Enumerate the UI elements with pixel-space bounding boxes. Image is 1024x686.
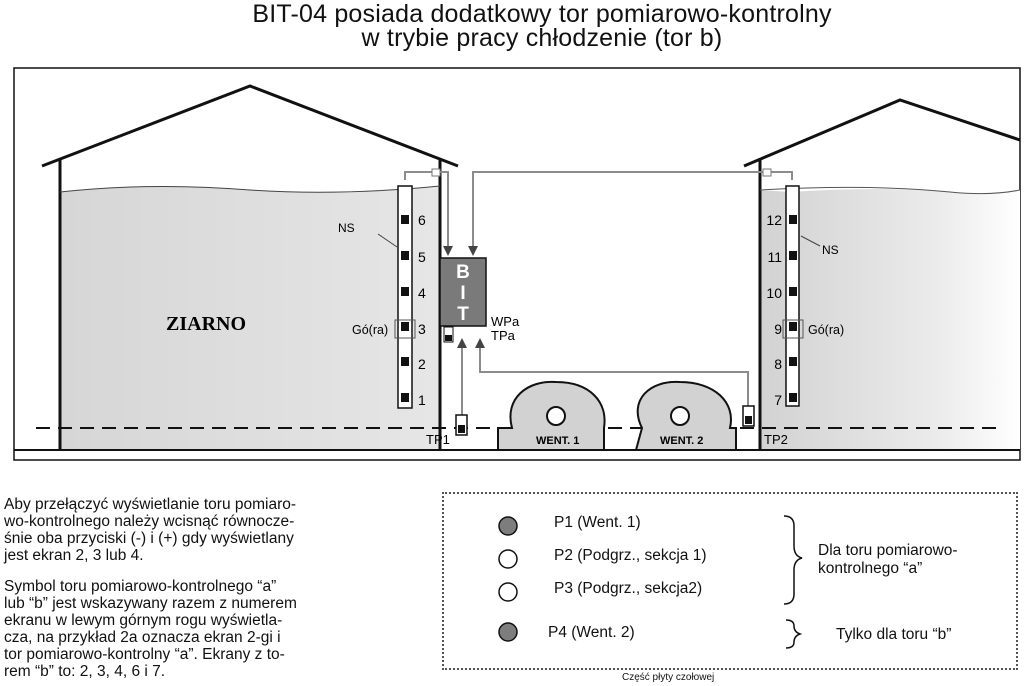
group-a-brace [784,516,802,604]
para1-line: śnie oba przyciski (-) i (+) gdy wyświetlany [4,530,294,547]
right-roof [744,100,1020,166]
para2-line: cza, na przykład 2a oznacza ekran 2-gi i [4,629,281,646]
title-line-2: w trybie pracy chłodzenie (tor b) [361,24,723,52]
instruction-paragraph-1 [4,496,434,564]
right-number-7: 7 [774,392,782,408]
fan-1-label: WENT. 1 [536,435,580,447]
left-number-6: 6 [418,212,426,228]
led-p3-icon [499,583,517,601]
wire-arrow-left [443,246,453,256]
right-number-12: 12 [766,212,782,228]
para1-line: jest ekran 2, 3 lub 4. [4,547,144,564]
group-b-label: Tylko dla toru “b” [836,626,952,643]
left-number-2: 2 [418,356,426,372]
panel-item-p1: P1 (Went. 1) [554,514,641,531]
para2-line: rem “b” to: 2, 3, 4, 6 i 7. [4,663,166,680]
para2-line: ekranu w lewym górnym rogu wyświetla- [4,612,283,629]
left-number-1: 1 [418,392,426,408]
left-grain [60,186,440,450]
front-panel [442,492,1018,670]
wire-connector-left [432,169,440,176]
grain-label: ZIARNO [166,313,247,335]
panel-caption: Część płyty czołowej [622,672,715,683]
para2-line: lub “b” jest wskazywany razem z numerem [4,595,297,612]
panel-item-p4: P4 (Went. 2) [548,624,635,641]
right-ns-label: NS [822,243,839,257]
bit-letter-b: B [456,262,470,283]
right-number-10: 10 [766,285,782,301]
para2-line: Symbol toru pomiarowo-kontrolnego “a” [4,578,277,595]
left-ref-label: Gó(ra) [352,323,389,337]
para1-line: Aby przełączyć wyświetlanie toru pomiaro- [4,496,297,513]
right-ref-label: Gó(ra) [808,323,845,337]
left-ns-label: NS [338,221,355,235]
wire-arrow-tp2 [475,338,485,348]
para1-line: wo-kontrolnego należy wcisnąć równocze- [4,513,295,530]
right-number-8: 8 [774,356,782,372]
fan-1 [498,382,605,450]
left-number-4: 4 [418,285,426,301]
fan-2-label: WENT. 2 [660,435,704,447]
bit-letter-i: I [460,283,466,304]
tp1-label: TP1 [426,432,450,447]
wire-connector-right [763,169,771,176]
wire-arrow-tp1 [457,338,467,348]
bit-letter-t: T [457,304,469,325]
group-b-brace [786,620,800,648]
tpa-label: TPa [491,328,515,343]
panel-item-p3: P3 (Podgrz., sekcja2) [554,580,703,597]
led-p1-icon [499,517,517,535]
right-number-11: 11 [767,249,782,265]
wire-arrow-right [468,246,478,256]
wpa-label: WPa [491,314,520,329]
left-roof [42,86,458,166]
instruction-paragraph-2 [4,578,434,680]
led-p2-icon [499,550,517,568]
group-a-line: kontrolnego “a” [818,560,923,577]
led-p4-icon [499,623,517,641]
wire-right-probe [473,172,792,252]
title-line-1: BIT-04 posiada dodatkowy tor pomiarowo-kontrolny [252,0,832,28]
para2-line: tor pomiarowo-kontrolny “a”. Ekrany z to- [4,646,285,663]
left-number-3: 3 [418,321,426,337]
group-a-label [818,542,958,578]
panel-item-p2: P2 (Podgrz., sekcja 1) [554,547,707,564]
fan-2 [636,382,736,450]
tp2-label: TP2 [764,432,788,447]
group-a-line: Dla toru pomiarowo- [818,542,958,559]
right-number-9: 9 [774,321,782,337]
left-number-5: 5 [418,249,426,265]
